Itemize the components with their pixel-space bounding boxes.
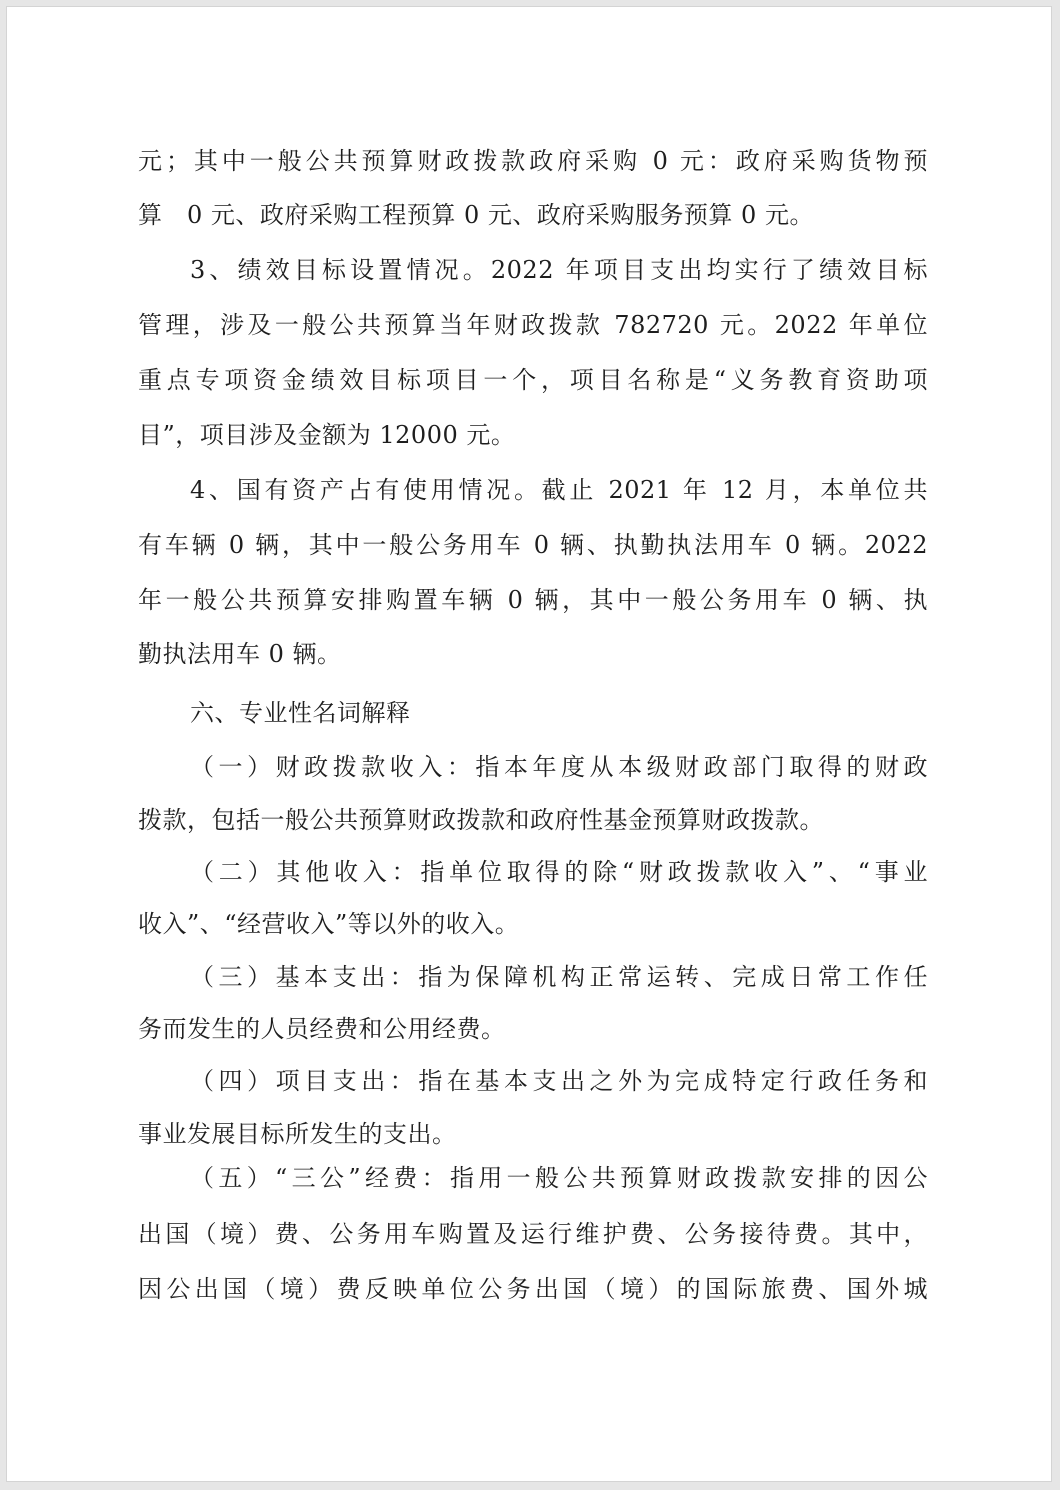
section-heading: 六、专业性名词解释 (190, 699, 411, 727)
text-line: （四）项目支出：指在基本支出之外为完成特定行政任务和 (190, 1067, 928, 1095)
text-line: 收入”、“经营收入”等以外的收入。 (138, 910, 520, 938)
text-line: （二）其他收入：指单位取得的除“财政拨款收入”、“事业 (190, 858, 928, 886)
text-line: 出国（境）费、公务用车购置及运行维护费、公务接待费。其中， (138, 1220, 928, 1248)
text-line: 有车辆 0 辆，其中一般公务用车 0 辆、执勤执法用车 0 辆。2022 (138, 531, 928, 559)
text-line: 年一般公共预算安排购置车辆 0 辆，其中一般公务用车 0 辆、执 (138, 586, 928, 614)
text-line: 务而发生的人员经费和公用经费。 (138, 1015, 506, 1043)
text-line: 目”，项目涉及金额为 12000 元。 (138, 421, 516, 449)
text-line: （三）基本支出：指为保障机构正常运转、完成日常工作任 (190, 963, 928, 991)
text-line: 管理，涉及一般公共预算当年财政拨款 782720 元。2022 年单位 (138, 311, 928, 339)
text-line: 重点专项资金绩效目标项目一个，项目名称是“义务教育资助项 (138, 366, 928, 394)
text-line: 勤执法用车 0 辆。 (138, 640, 342, 668)
text-line: 拨款，包括一般公共预算财政拨款和政府性基金预算财政拨款。 (138, 806, 824, 834)
text-line: 因公出国（境）费反映单位公务出国（境）的国际旅费、国外城 (138, 1275, 928, 1303)
text-line: 3、绩效目标设置情况。2022 年项目支出均实行了绩效目标 (190, 256, 928, 284)
text-line: 算 0 元、政府采购工程预算 0 元、政府采购服务预算 0 元。 (138, 201, 814, 229)
text-line: （五）“三公”经费：指用一般公共预算财政拨款安排的因公 (190, 1164, 928, 1192)
text-line: （一）财政拨款收入：指本年度从本级财政部门取得的财政 (190, 753, 928, 781)
text-line: 4、国有资产占有使用情况。截止 2021 年 12 月，本单位共 (190, 476, 928, 504)
text-line: 元；其中一般公共预算财政拨款政府采购 0 元：政府采购货物预 (138, 147, 928, 175)
text-line: 事业发展目标所发生的支出。 (138, 1120, 457, 1148)
